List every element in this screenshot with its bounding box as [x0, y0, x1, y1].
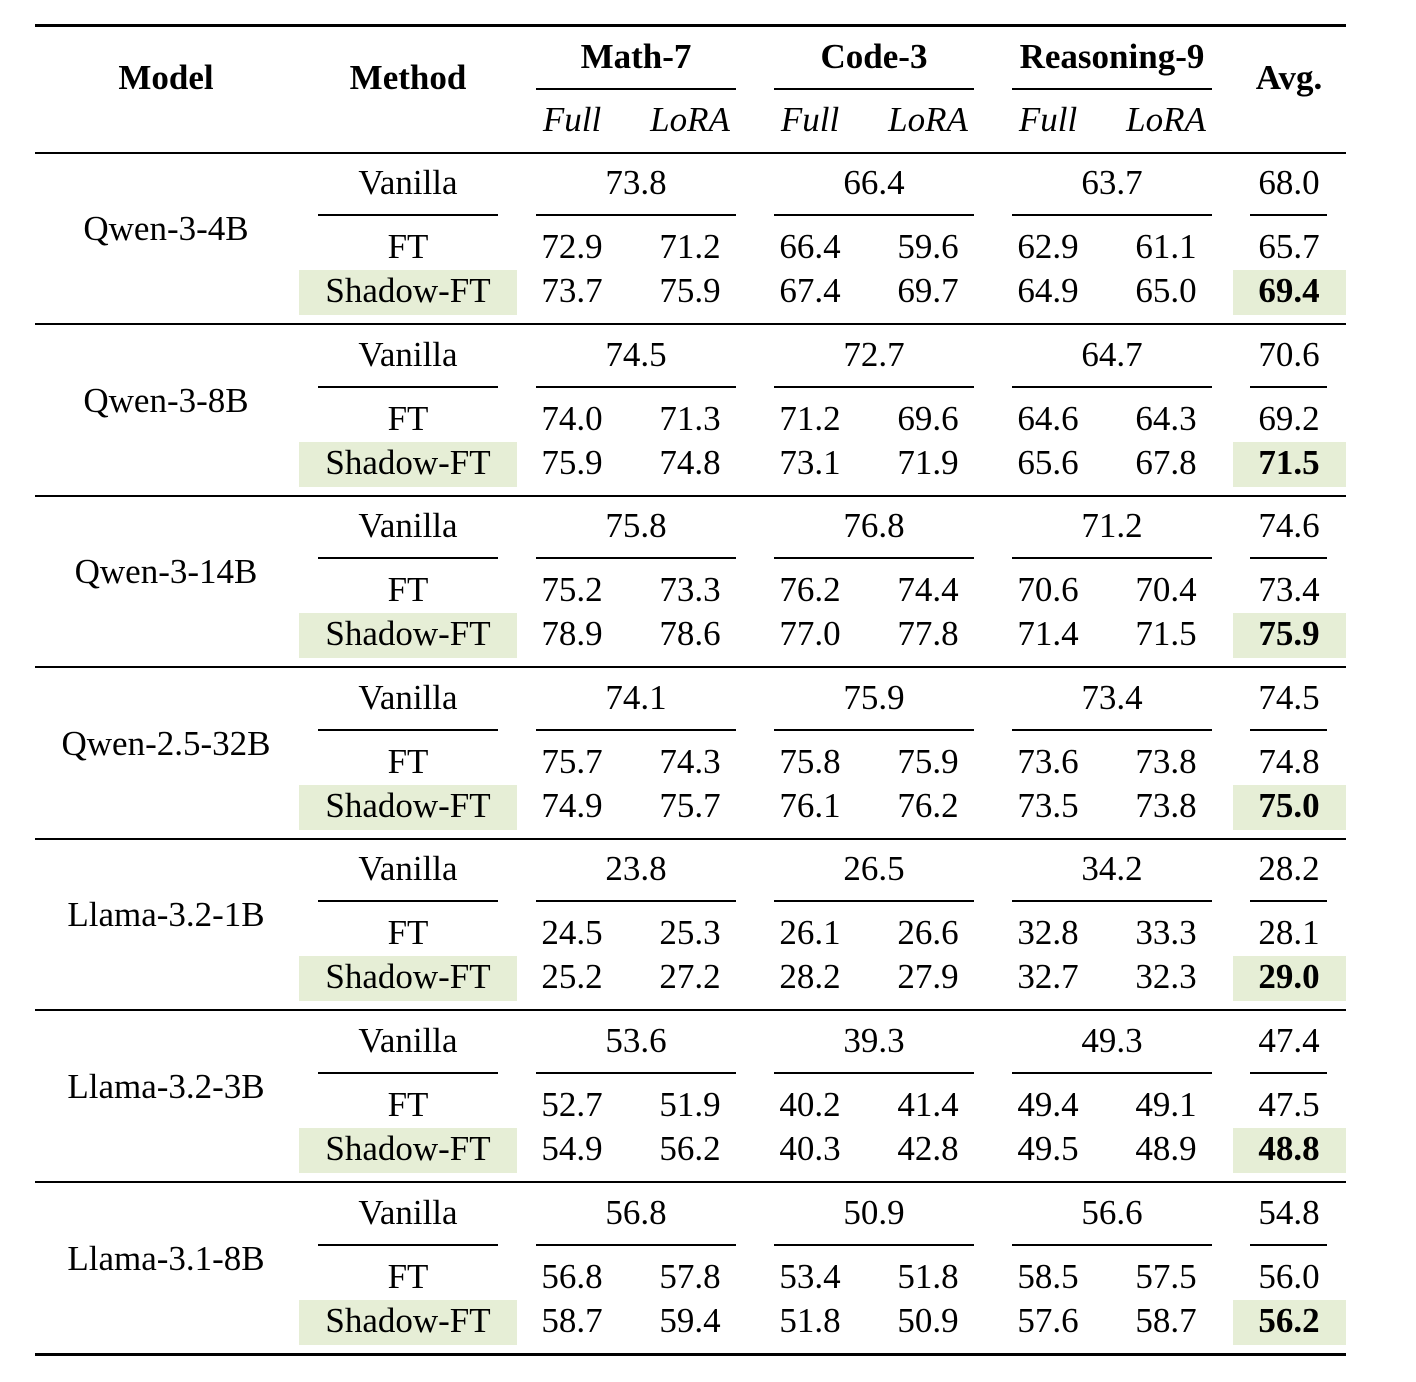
method-vanilla: Vanilla	[358, 334, 458, 374]
cell-shadow: 48.9	[1135, 1129, 1197, 1168]
cell-shadow: 65.0	[1135, 271, 1197, 310]
row-rule	[536, 214, 736, 216]
method-ft: FT	[387, 227, 429, 266]
row-rule	[774, 729, 974, 731]
block-rule	[35, 838, 1346, 840]
model-name: Qwen-3-4B	[83, 209, 249, 248]
cell-shadow: 74.8	[659, 442, 721, 482]
cell-vanilla-avg: 74.6	[1258, 506, 1320, 546]
row-rule	[536, 900, 736, 902]
block-rule	[35, 1181, 1346, 1183]
cell-vanilla-avg: 70.6	[1258, 334, 1320, 374]
row-rule	[774, 1244, 974, 1246]
cell-shadow: 56.2	[659, 1129, 721, 1168]
cell-ft: 71.3	[659, 398, 721, 438]
header-bottom-rule	[35, 152, 1346, 154]
row-rule	[1250, 386, 1327, 388]
header-math-lora: LoRA	[650, 100, 730, 139]
row-rule	[1012, 1072, 1212, 1074]
header-reasoning-lora: LoRA	[1126, 100, 1206, 139]
reasoning-group-rule	[1012, 88, 1212, 90]
cell-shadow: 32.3	[1135, 957, 1197, 997]
cell-ft: 70.4	[1135, 570, 1197, 610]
header-code-lora: LoRA	[888, 100, 968, 139]
cell-ft: 52.7	[541, 1085, 603, 1124]
cell-ft: 24.5	[541, 913, 603, 953]
cell-vanilla-avg: 54.8	[1258, 1192, 1320, 1232]
row-rule	[318, 214, 498, 216]
method-ft: FT	[387, 741, 429, 781]
method-vanilla: Vanilla	[358, 849, 458, 889]
row-rule	[1012, 1244, 1212, 1246]
cell-shadow: 40.3	[779, 1129, 841, 1168]
cell-shadow: 77.0	[779, 614, 841, 654]
row-rule	[1250, 729, 1327, 731]
model-name: Qwen-3-8B	[83, 380, 249, 420]
row-rule	[774, 386, 974, 388]
cell-ft: 56.8	[541, 1256, 603, 1296]
row-rule	[318, 1072, 498, 1074]
row-rule	[1250, 1244, 1327, 1246]
cell-ft: 40.2	[779, 1085, 841, 1124]
method-ft: FT	[387, 398, 429, 438]
cell-shadow: 50.9	[897, 1300, 959, 1340]
cell-ft-avg: 69.2	[1258, 398, 1320, 438]
method-ft: FT	[387, 913, 429, 953]
cell-shadow: 58.7	[541, 1300, 603, 1340]
cell-shadow: 76.1	[779, 785, 841, 825]
block-rule	[35, 666, 1346, 668]
row-rule	[1250, 214, 1327, 216]
cell-shadow-avg-best: 75.0	[1258, 785, 1320, 825]
model-name: Qwen-3-14B	[74, 552, 258, 592]
method-shadow-ft: Shadow-FT	[325, 957, 491, 997]
cell-ft: 71.2	[659, 227, 721, 266]
row-rule	[318, 729, 498, 731]
cell-vanilla-math: 75.8	[605, 506, 667, 546]
cell-vanilla-reason: 73.4	[1081, 677, 1143, 717]
method-ft: FT	[387, 1085, 429, 1124]
cell-vanilla-reason: 34.2	[1081, 849, 1143, 889]
cell-vanilla-avg: 68.0	[1258, 163, 1320, 202]
cell-shadow: 49.5	[1017, 1129, 1079, 1168]
cell-vanilla-code: 39.3	[843, 1021, 905, 1060]
cell-vanilla-reason: 49.3	[1081, 1021, 1143, 1060]
cell-ft: 73.3	[659, 570, 721, 610]
cell-shadow: 71.4	[1017, 614, 1079, 654]
model-name: Qwen-2.5-32B	[61, 723, 271, 763]
cell-ft: 26.6	[897, 913, 959, 953]
method-ft: FT	[387, 570, 429, 610]
cell-vanilla-reason: 63.7	[1081, 163, 1143, 202]
cell-ft: 75.8	[779, 741, 841, 781]
cell-vanilla-reason: 71.2	[1081, 506, 1143, 546]
cell-ft: 64.3	[1135, 398, 1197, 438]
cell-shadow: 67.4	[779, 271, 841, 310]
cell-shadow: 69.7	[897, 271, 959, 310]
cell-vanilla-code: 76.8	[843, 506, 905, 546]
method-ft: FT	[387, 1256, 429, 1296]
cell-vanilla-code: 66.4	[843, 163, 905, 202]
cell-ft: 71.2	[779, 398, 841, 438]
cell-vanilla-math: 53.6	[605, 1021, 667, 1060]
row-rule	[1012, 214, 1212, 216]
cell-ft-avg: 73.4	[1258, 570, 1320, 610]
method-vanilla: Vanilla	[358, 163, 458, 202]
block-rule	[35, 495, 1346, 497]
cell-ft: 76.2	[779, 570, 841, 610]
cell-ft: 62.9	[1017, 227, 1079, 266]
cell-vanilla-avg: 28.2	[1258, 849, 1320, 889]
cell-ft: 51.8	[897, 1256, 959, 1296]
code-group-rule	[774, 88, 974, 90]
method-vanilla: Vanilla	[358, 677, 458, 717]
cell-ft: 32.8	[1017, 913, 1079, 953]
method-vanilla: Vanilla	[358, 1192, 458, 1232]
cell-shadow-avg-best: 75.9	[1258, 614, 1320, 654]
cell-shadow: 75.9	[659, 271, 721, 310]
cell-vanilla-avg: 47.4	[1258, 1021, 1320, 1060]
cell-ft: 59.6	[897, 227, 959, 266]
header-model: Model	[118, 58, 214, 97]
cell-ft: 73.8	[1135, 741, 1197, 781]
cell-ft-avg: 28.1	[1258, 913, 1320, 953]
row-rule	[1012, 729, 1212, 731]
method-shadow-ft: Shadow-FT	[325, 1129, 491, 1168]
cell-vanilla-math: 73.8	[605, 163, 667, 202]
row-rule	[774, 900, 974, 902]
block-rule	[35, 323, 1346, 325]
cell-ft: 73.6	[1017, 741, 1079, 781]
cell-shadow-avg-best: 48.8	[1258, 1129, 1320, 1168]
cell-shadow: 42.8	[897, 1129, 959, 1168]
row-rule	[318, 900, 498, 902]
cell-ft: 26.1	[779, 913, 841, 953]
cell-ft: 57.8	[659, 1256, 721, 1296]
row-rule	[1250, 1072, 1327, 1074]
cell-shadow: 57.6	[1017, 1300, 1079, 1340]
cell-shadow: 65.6	[1017, 442, 1079, 482]
header-code-full: Full	[780, 100, 840, 139]
cell-ft: 75.2	[541, 570, 603, 610]
method-shadow-ft: Shadow-FT	[325, 1300, 491, 1340]
row-rule	[1012, 386, 1212, 388]
cell-shadow: 54.9	[541, 1129, 603, 1168]
cell-ft: 58.5	[1017, 1256, 1079, 1296]
cell-ft: 51.9	[659, 1085, 721, 1124]
header-math: Math-7	[580, 37, 692, 76]
cell-shadow: 76.2	[897, 785, 959, 825]
cell-vanilla-code: 26.5	[843, 849, 905, 889]
row-rule	[318, 386, 498, 388]
cell-ft: 74.3	[659, 741, 721, 781]
top-rule	[35, 24, 1346, 27]
cell-vanilla-code: 75.9	[843, 677, 905, 717]
cell-ft-avg: 56.0	[1258, 1256, 1320, 1296]
cell-vanilla-math: 23.8	[605, 849, 667, 889]
cell-ft: 57.5	[1135, 1256, 1197, 1296]
cell-ft: 49.1	[1135, 1085, 1197, 1124]
method-shadow-ft: Shadow-FT	[325, 271, 491, 310]
cell-shadow: 75.9	[541, 442, 603, 482]
cell-vanilla-avg: 74.5	[1258, 677, 1320, 717]
header-math-full: Full	[542, 100, 602, 139]
cell-ft: 72.9	[541, 227, 603, 266]
cell-shadow-avg-best: 69.4	[1258, 271, 1320, 310]
cell-shadow-avg-best: 71.5	[1258, 442, 1320, 482]
cell-shadow: 78.9	[541, 614, 603, 654]
cell-vanilla-math: 74.5	[605, 334, 667, 374]
block-rule	[35, 1009, 1346, 1011]
cell-vanilla-math: 56.8	[605, 1192, 667, 1232]
row-rule	[318, 557, 498, 559]
cell-ft: 75.7	[541, 741, 603, 781]
row-rule	[1250, 557, 1327, 559]
header-method: Method	[349, 58, 467, 97]
cell-ft-avg: 74.8	[1258, 741, 1320, 781]
cell-shadow: 78.6	[659, 614, 721, 654]
cell-shadow-avg-best: 29.0	[1258, 957, 1320, 997]
row-rule	[318, 1244, 498, 1246]
cell-ft: 33.3	[1135, 913, 1197, 953]
cell-shadow: 73.7	[541, 271, 603, 310]
row-rule	[1012, 557, 1212, 559]
cell-vanilla-math: 74.1	[605, 677, 667, 717]
cell-ft: 61.1	[1135, 227, 1197, 266]
method-shadow-ft: Shadow-FT	[325, 442, 491, 482]
row-rule	[536, 386, 736, 388]
cell-vanilla-code: 50.9	[843, 1192, 905, 1232]
cell-shadow: 32.7	[1017, 957, 1079, 997]
cell-ft: 74.4	[897, 570, 959, 610]
cell-shadow: 28.2	[779, 957, 841, 997]
row-rule	[774, 557, 974, 559]
cell-ft: 41.4	[897, 1085, 959, 1124]
cell-shadow: 25.2	[541, 957, 603, 997]
cell-ft-avg: 47.5	[1258, 1085, 1320, 1124]
cell-ft: 53.4	[779, 1256, 841, 1296]
model-name: Llama-3.1-8B	[67, 1238, 265, 1278]
row-rule	[1250, 900, 1327, 902]
row-rule	[536, 557, 736, 559]
cell-shadow: 27.9	[897, 957, 959, 997]
cell-ft-avg: 65.7	[1258, 227, 1320, 266]
model-name: Llama-3.2-3B	[67, 1067, 265, 1106]
cell-shadow: 59.4	[659, 1300, 721, 1340]
cell-ft: 70.6	[1017, 570, 1079, 610]
row-rule	[1012, 900, 1212, 902]
cell-ft: 25.3	[659, 913, 721, 953]
cell-ft: 66.4	[779, 227, 841, 266]
row-rule	[536, 1072, 736, 1074]
cell-shadow: 73.1	[779, 442, 841, 482]
cell-shadow: 74.9	[541, 785, 603, 825]
math-group-rule	[536, 88, 736, 90]
method-shadow-ft: Shadow-FT	[325, 614, 491, 654]
cell-vanilla-reason: 64.7	[1081, 334, 1143, 374]
cell-ft: 74.0	[541, 398, 603, 438]
cell-shadow-avg-best: 56.2	[1258, 1300, 1320, 1340]
method-shadow-ft: Shadow-FT	[325, 785, 491, 825]
cell-shadow: 67.8	[1135, 442, 1197, 482]
method-vanilla: Vanilla	[358, 1021, 458, 1060]
cell-shadow: 71.5	[1135, 614, 1197, 654]
header-code: Code-3	[820, 37, 928, 76]
row-rule	[774, 214, 974, 216]
cell-vanilla-reason: 56.6	[1081, 1192, 1143, 1232]
cell-ft: 64.6	[1017, 398, 1079, 438]
cell-vanilla-code: 72.7	[843, 334, 905, 374]
cell-shadow: 64.9	[1017, 271, 1079, 310]
row-rule	[536, 1244, 736, 1246]
cell-ft: 49.4	[1017, 1085, 1079, 1124]
cell-shadow: 58.7	[1135, 1300, 1197, 1340]
row-rule	[774, 1072, 974, 1074]
header-reasoning: Reasoning-9	[1019, 37, 1205, 76]
cell-shadow: 71.9	[897, 442, 959, 482]
bottom-rule	[35, 1353, 1346, 1356]
cell-shadow: 77.8	[897, 614, 959, 654]
header-avg: Avg.	[1255, 58, 1323, 97]
cell-shadow: 73.5	[1017, 785, 1079, 825]
cell-ft: 75.9	[897, 741, 959, 781]
cell-shadow: 75.7	[659, 785, 721, 825]
cell-ft: 69.6	[897, 398, 959, 438]
header-reasoning-full: Full	[1018, 100, 1078, 139]
cell-shadow: 73.8	[1135, 785, 1197, 825]
model-name: Llama-3.2-1B	[67, 895, 265, 935]
cell-shadow: 51.8	[779, 1300, 841, 1340]
cell-shadow: 27.2	[659, 957, 721, 997]
method-vanilla: Vanilla	[358, 506, 458, 546]
row-rule	[536, 729, 736, 731]
